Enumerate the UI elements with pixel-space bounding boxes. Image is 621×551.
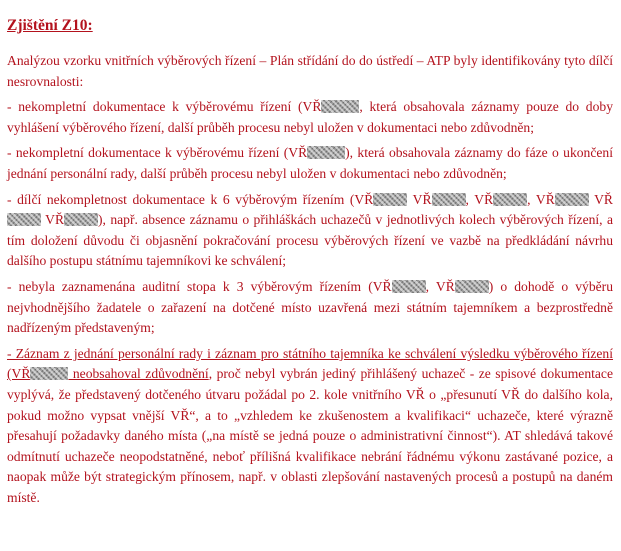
item-5-text: , proč nebyl vybrán jediný přihlášený uchazeč - ze spisové dokumentace vyplývá, že představený dotčeného útvaru požádal po 2. kole vnitřního VŘ o „přesunutí VŘ do dalšího kola, pokud možno vypsat vnější VŘ“, a to „vzhledem ke zkušenostem a kvalifikaci“ uchazeče, které výrazně přesahují požadavky daného místa („na místě se jedná pouze o administrativní činnost“). AT shledává takové odmítnutí uchazeče neopodstatněné, neboť přílišná kvalifikace nebrání řádnému výkonu zastávané pozice, a naopak může být strategickým přínosem, např. v oblasti zlepšování nastavených procesů a postupů na daném místě. <box>7 366 613 505</box>
item-4-text-a: - nebyla zaznamenána auditní stopa k 3 výběrovým řízením (VŘ <box>7 278 392 294</box>
item-3-sep: , <box>527 191 536 207</box>
redacted-block <box>64 213 98 226</box>
finding-item-5 <box>7 344 613 509</box>
redacted-block <box>493 193 527 206</box>
item-3-vr: VŘ <box>474 191 494 207</box>
intro-paragraph: Analýzou vzorku vnitřních výběrových řízení – Plán střídání do do ústředí – ATP byly identifikovány tyto dílčí nesrovnalosti: <box>7 53 613 89</box>
item-4-vr: VŘ <box>435 278 455 294</box>
redacted-block <box>321 100 359 113</box>
item-1-text-a: - nekompletní dokumentace k výběrovému řízení (VŘ <box>7 99 322 115</box>
item-3-text-b: ), např. absence záznamu o přihláškách uchazečů v jednotlivých kolech výběrových řízení, a tím doložení důvodu či objasnění pokračování procesu výběrových řízení ve vazbě na předkládání návrhu dalšího postupu státnímu tajemníkovi ke schválení; <box>7 212 613 269</box>
item-5-underlined-b: neobsahoval zdůvodnění <box>68 366 209 382</box>
redacted-block <box>30 367 68 380</box>
item-3-text-a: - dílčí nekompletnost dokumentace k 6 výběrovým řízením (VŘ <box>7 191 374 207</box>
item-3-vr: VŘ <box>412 191 432 207</box>
item-3-vr: VŘ <box>594 191 613 207</box>
item-4-text-b: ) o dohodě o výběru nejvhodnějšího žadatele o zařazení na dotčené místo uzavřená mezi státním tajemníkem a bezprostředně nadřízeným představeným; <box>7 278 613 336</box>
redacted-block <box>7 213 41 226</box>
redacted-block <box>432 193 466 206</box>
item-2-text-a: - nekompletní dokumentace k výběrovému řízení (VŘ <box>7 145 308 161</box>
item-4-sep: , <box>425 278 436 294</box>
redacted-block <box>373 193 407 206</box>
finding-item-4 <box>7 277 613 339</box>
item-3-sep: , <box>465 191 475 207</box>
item-5-underlined-a: - Záznam z jednání personální rady i záznam pro státního tajemníka ke schválení výsledku výběrového řízení (VŘ <box>7 345 613 382</box>
redacted-block <box>555 193 589 206</box>
redacted-block <box>392 280 426 293</box>
finding-item-2 <box>7 143 613 184</box>
finding-item-1 <box>7 97 613 138</box>
item-2-text-b: ), která obsahovala záznamy do fáze o ukončení jednání personální rady, další průběh procesu nebyl uložen v dokumentaci nebo zdůvodněn; <box>7 145 613 181</box>
item-3-vr: VŘ <box>535 191 555 207</box>
item-1-text-b: , která obsahovala záznamy pouze do doby vyhlášení výběrového řízení, další průběh procesu nebyl uložen v dokumentaci nebo zdůvodněn; <box>7 99 613 135</box>
finding-body <box>7 51 613 513</box>
redacted-block <box>307 146 345 159</box>
item-3-vr: VŘ <box>45 212 65 228</box>
finding-item-3 <box>7 190 613 272</box>
redacted-block <box>455 280 489 293</box>
finding-heading: Zjištění Z10: <box>7 17 93 34</box>
